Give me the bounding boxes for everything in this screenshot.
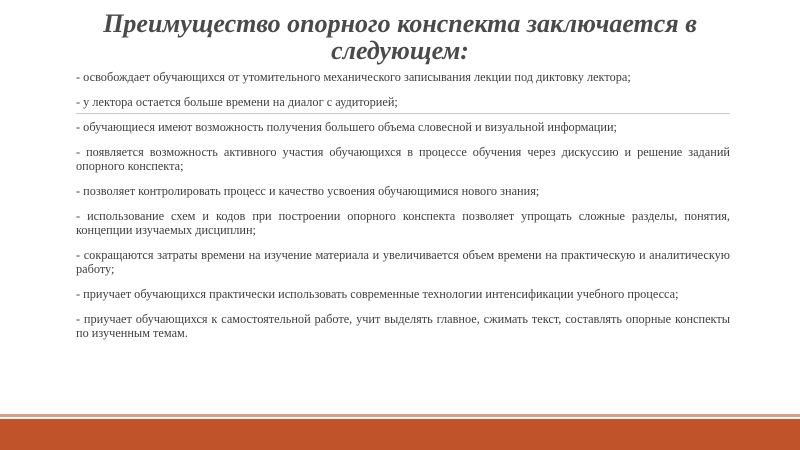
list-item: - обучающиеся имеют возможность получения большего объема словесной и визуальной информации; xyxy=(76,120,617,134)
list-item: - появляется возможность активного участия обучающихся в процессе обучения через дискуссию и решение заданий опорного конспекта; xyxy=(76,145,730,173)
list-item: - освобождает обучающихся от утомительного механического записывания лекции под диктовку лектора; xyxy=(76,70,631,84)
footer-accent-line xyxy=(0,414,800,417)
slide-title: Преимущество опорного конспекта заключается в следующем: xyxy=(103,9,697,65)
list-item: - у лектора остается больше времени на диалог с аудиторией; xyxy=(76,95,398,109)
list-item: - сокращаются затраты времени на изучение материала и увеличивается объем времени на практическую и аналитическую работу; xyxy=(76,248,730,276)
list-item: - приучает обучающихся к самостоятельной работе, учит выделять главное, сжимать текст, составлять опорные конспекты по изученным темам. xyxy=(76,312,730,340)
list-item: - позволяет контролировать процесс и качество усвоения обучающимися нового знания; xyxy=(76,184,540,198)
footer-accent-bar xyxy=(0,419,800,450)
list-item: - приучает обучающихся практически использовать современные технологии интенсификации учебного процесса; xyxy=(76,287,679,301)
divider-line xyxy=(76,113,730,114)
list-item: - использование схем и кодов при построении опорного конспекта позволяет упрощать сложные разделы, понятия, концепции изучаемых дисциплин; xyxy=(76,209,730,237)
